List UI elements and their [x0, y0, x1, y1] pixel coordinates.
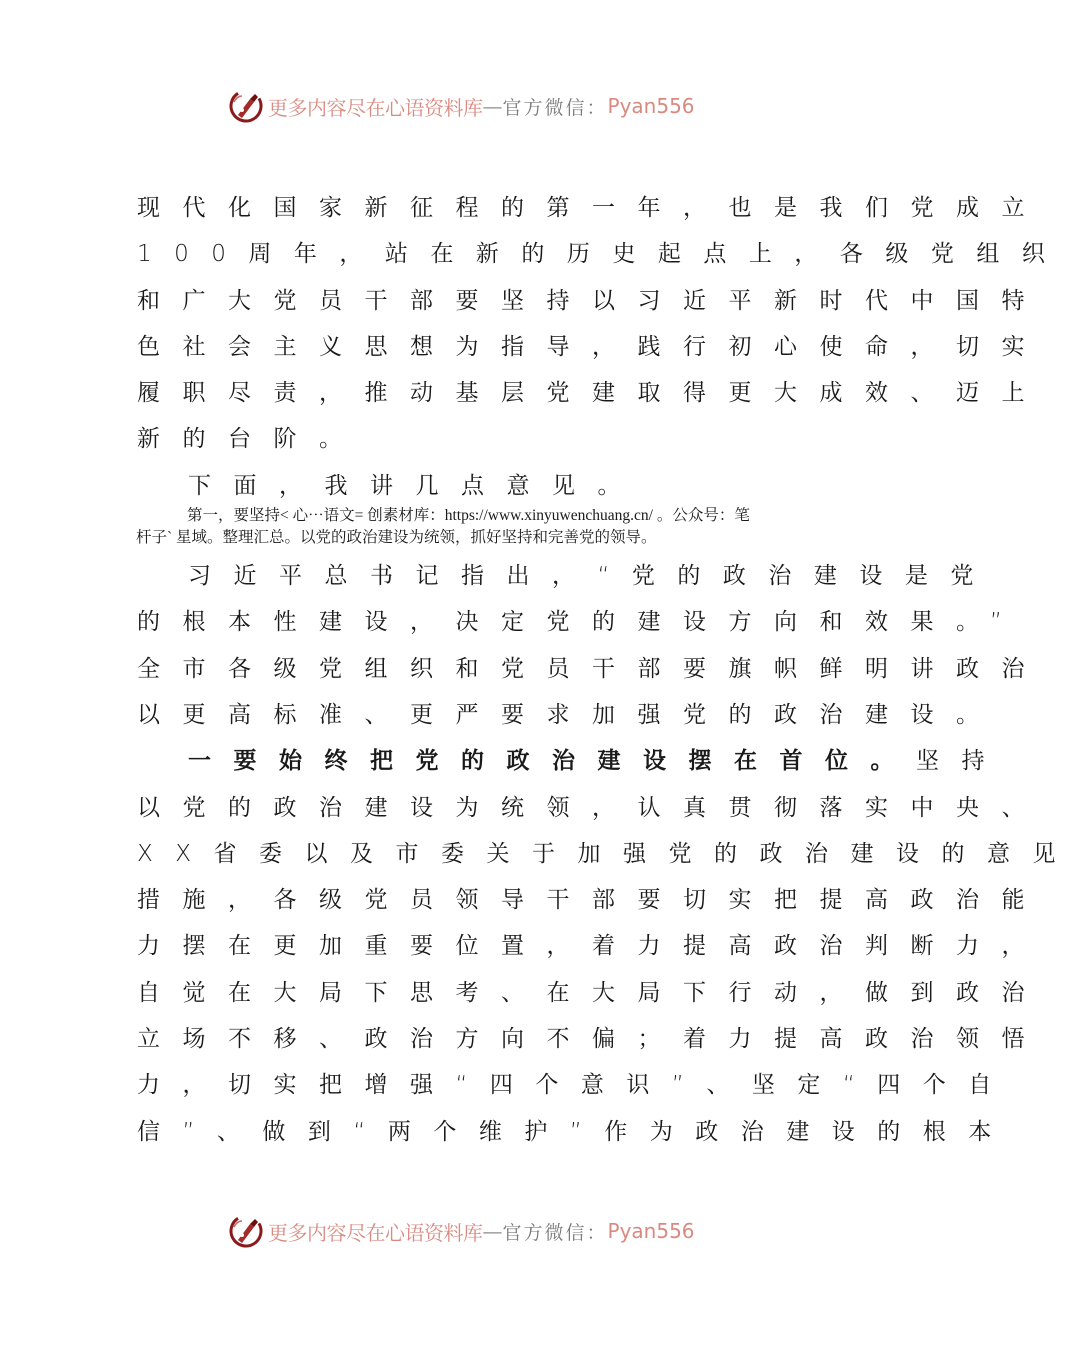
- text-line: 以党的政治建设为统领，认真贯彻落实中央、: [137, 794, 1047, 821]
- text-line: 信”、做到“两个维护”作为政治建设的根本: [137, 1118, 1014, 1145]
- text-line: 力，切实把增强“四个意识”、坚定“四个自: [137, 1072, 1014, 1099]
- text-line: 措施，各级党员领导干部要切实把提高政治能: [137, 887, 1047, 914]
- banner-dash: —: [482, 94, 503, 118]
- text-line: 力摆在更加重要位置，着力提高政治判断力，: [137, 933, 1047, 960]
- banner-wechat-id: Pyan556: [607, 1219, 695, 1243]
- document-body: [136, 185, 1078, 1155]
- banner-dash: —: [482, 1219, 503, 1243]
- section-heading: 一要始终把党的政治建设摆在首位。: [188, 748, 916, 775]
- text-line: 全市各级党组织和党员干部要旗帜鲜明讲政治: [137, 655, 1047, 682]
- text-line: 新的台阶。: [137, 426, 365, 453]
- pen-nib-logo-icon: [228, 88, 264, 124]
- text-line: 立场不移、政治方向不偏；着力提高政治领悟: [137, 1026, 1047, 1053]
- intro-line: 下面，我讲几点意见。: [188, 472, 643, 499]
- watermark-line-1: 第一，要坚持< 心⋯语文= 创素材库：https://www.xinyuwenchuang.cn/ 。公众号：笔: [187, 507, 750, 525]
- text-line: 以更高标准、更严要求加强党的政治建设。: [137, 701, 1002, 728]
- section-heading-tail: 坚持: [916, 748, 1007, 775]
- text-line: 色社会主义思想为指导，践行初心使命，切实: [137, 333, 1047, 360]
- section-heading-line: [137, 738, 1007, 784]
- text-line: 的根本性建设，决定党的建设方向和效果。”: [137, 609, 1025, 636]
- text-line: 履职尽责，推动基层党建取得更大成效、迈上: [137, 380, 1047, 407]
- text-line: 和广大党员干部要坚持以习近平新时代中国特: [137, 287, 1047, 314]
- banner-wechat-label: 官方微信：: [502, 96, 608, 119]
- text-line: 100周年，站在新的历史起点上，各级党组织: [137, 241, 1068, 268]
- banner-main-text: 更多内容尽在心语资料库: [268, 1220, 483, 1245]
- banner-main-text: 更多内容尽在心语资料库: [268, 95, 483, 120]
- header-banner: [228, 86, 728, 126]
- text-line: 自觉在大局下思考、在大局下行动，做到政治: [137, 979, 1047, 1006]
- watermark-line-2: 杆子` 星域。整理汇总。以党的政治建设为统领，抓好坚持和完善党的领导。: [136, 529, 657, 547]
- banner-wechat-label: 官方微信：: [502, 1221, 608, 1244]
- banner-wechat-id: Pyan556: [607, 94, 695, 118]
- text-line: 习近平总书记指出，“党的政治建设是党: [188, 563, 996, 590]
- watermark-paragraph: [136, 505, 831, 549]
- pen-nib-logo-icon: [228, 1213, 264, 1249]
- footer-banner: [228, 1211, 728, 1251]
- text-line: 现代化国家新征程的第一年，也是我们党成立: [137, 195, 1047, 221]
- text-line: XX省委以及市委关于加强党的政治建设的意见: [137, 840, 1078, 867]
